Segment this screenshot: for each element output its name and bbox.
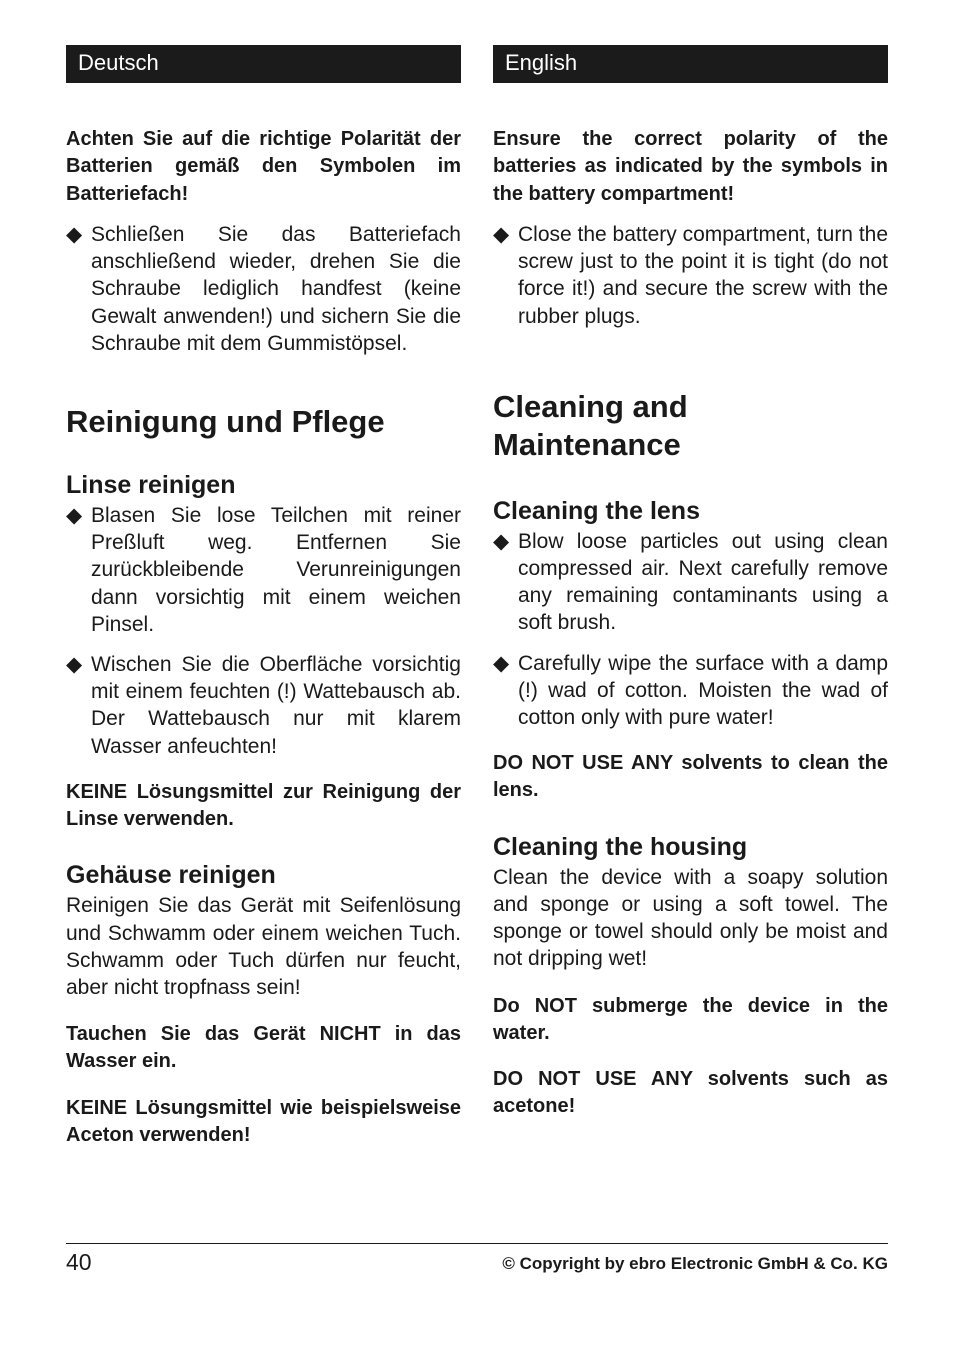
bullet-diamond-icon: ◆ <box>493 529 510 553</box>
housing-warning-2-en: DO NOT USE ANY solvents such as acetone! <box>493 1068 888 1118</box>
bullet-diamond-icon: ◆ <box>66 652 83 676</box>
section-heading-line-2: Maintenance <box>493 426 681 462</box>
lens-heading-en: Cleaning the lens <box>493 496 700 525</box>
section-heading-en <box>493 388 888 464</box>
column-english <box>493 45 888 1121</box>
housing-heading-en: Cleaning the housing <box>493 832 748 861</box>
housing-warning-2-de: KEINE Lösungsmittel wie beispielsweise Aceton verwenden! <box>66 1096 461 1147</box>
section-heading-de: Reinigung und Pflege <box>66 403 385 439</box>
lens-warning-de: KEINE Lösungsmittel zur Reinigung der Linse verwenden. <box>66 780 461 831</box>
section-heading-line-1: Cleaning and <box>493 388 688 424</box>
bullet-diamond-icon: ◆ <box>66 503 83 527</box>
bullet-text: Blow loose particles out using clean compressed air. Next carefully remove any remaining contaminants using a soft brush. <box>518 529 888 635</box>
lens-warning-en: DO NOT USE ANY solvents to clean the lens. <box>493 752 888 802</box>
bullet-text: Blasen Sie lose Teilchen mit reiner Preßluft weg. Entfernen Sie zurückbleibende Verunreinigungen dann vorsichtig mit einem weichen Pinsel. <box>91 503 461 636</box>
polarity-warning-en: Ensure the correct polarity of the batteries as indicated by the symbols in the battery compartment! <box>493 128 888 205</box>
bullet-text: Close the battery compartment, turn the screw just to the point it is tight (do not force it!) and secure the screw with the rubber plugs. <box>518 222 889 328</box>
bullet-text: Schließen Sie das Batteriefach anschließend wieder, drehen Sie die Schraube lediglich handfest (keine Gewalt anwenden!) und sichern Sie die Schraube mit dem Gummistöpsel. <box>91 222 461 355</box>
housing-warning-1-de: Tauchen Sie das Gerät NICHT in das Wasser ein. <box>66 1023 461 1073</box>
bullet-text: Carefully wipe the surface with a damp (!) wad of cotton. Moisten the wad of cotton only with pure water! <box>518 651 888 729</box>
bullet-diamond-icon: ◆ <box>493 651 510 675</box>
lens-bullet-2-en <box>493 650 888 732</box>
housing-text-de: Reinigen Sie das Gerät mit Seifenlösung und Schwamm oder einem weichen Tuch. Schwamm oder Tuch dürfen nur feucht, aber nicht tropfnass sein! <box>66 894 461 999</box>
column-german <box>66 45 461 1149</box>
bullet-diamond-icon: ◆ <box>66 222 83 246</box>
bullet-text: Wischen Sie die Oberfläche vorsichtig mit einem feuchten (!) Wattebausch ab. Der Wattebausch nur mit klarem Wasser anfeuchten! <box>91 652 461 758</box>
lens-heading-de: Linse reinigen <box>66 470 236 499</box>
language-label-english: English <box>493 45 888 83</box>
lens-bullet-1-de <box>66 502 461 638</box>
battery-close-bullet-en <box>493 221 888 330</box>
lens-bullet-2-de <box>66 651 461 760</box>
language-label-german: Deutsch <box>66 45 461 83</box>
footer-divider <box>66 1243 888 1244</box>
lens-bullet-1-en <box>493 528 888 637</box>
housing-warning-1-en: Do NOT submerge the device in the water. <box>493 994 888 1044</box>
page-number: 40 <box>66 1249 92 1275</box>
housing-heading-de: Gehäuse reinigen <box>66 861 276 890</box>
battery-close-bullet-de <box>66 221 461 357</box>
housing-text-en: Clean the device with a soapy solution and sponge or using a soft towel. The sponge or towel should only be moist and not dripping wet! <box>493 865 888 971</box>
bullet-diamond-icon: ◆ <box>493 222 510 246</box>
copyright-notice: © Copyright by ebro Electronic GmbH & Co. KG <box>502 1254 888 1273</box>
polarity-warning-de: Achten Sie auf die richtige Polarität der Batterien gemäß den Symbolen im Batteriefach! <box>66 128 461 205</box>
